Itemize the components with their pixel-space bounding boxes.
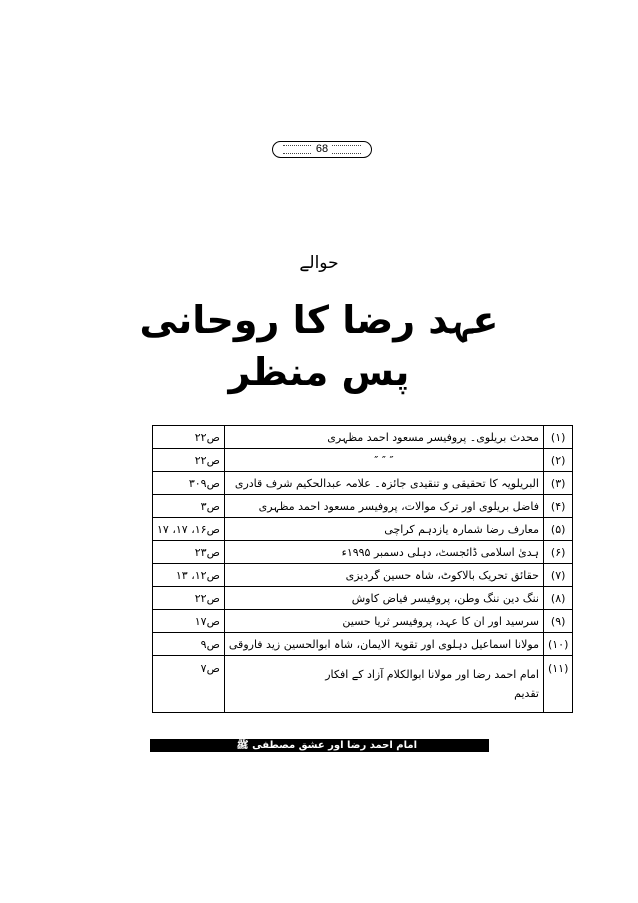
table-row bbox=[153, 541, 573, 564]
ref-number: (۵) bbox=[543, 518, 572, 541]
ref-title: مولانا اسماعیل دہلوی اور تقویۃ الایمان، شاہ ابوالحسین زید فاروقی bbox=[224, 633, 543, 656]
table-row bbox=[153, 472, 573, 495]
ref-page: ص۱۷ bbox=[153, 610, 225, 633]
table-row bbox=[153, 610, 573, 633]
ref-page: ص۱۶، ۱۷، ۱۷ bbox=[153, 518, 225, 541]
section-label: حوالے bbox=[299, 253, 339, 273]
ref-page: ص۲۲ bbox=[153, 449, 225, 472]
ref-title: سرسید اور ان کا عہد، پروفیسر ثریا حسین bbox=[224, 610, 543, 633]
table-row bbox=[153, 495, 573, 518]
footer-text: امام احمد رضا اور عشق مصطفی ﷺ bbox=[236, 740, 417, 751]
ref-page: ص۲۲ bbox=[153, 426, 225, 449]
ref-page: ص۳ bbox=[153, 495, 225, 518]
ref-number: (۴) bbox=[543, 495, 572, 518]
ref-title: البریلویہ کا تحقیقی و تنقیدی جائزہ۔ علامہ عبدالحکیم شرف قادری bbox=[224, 472, 543, 495]
ref-number: (۱۰) bbox=[543, 633, 572, 656]
ref-title: امام احمد رضا اور مولانا ابوالکلام آزاد کے افکار bbox=[325, 668, 539, 681]
table-row bbox=[153, 449, 573, 472]
footer-band bbox=[150, 739, 489, 752]
ref-number: (۶) bbox=[543, 541, 572, 564]
ref-number: (۹) bbox=[543, 610, 572, 633]
ref-title: حقائق تحریک بالاکوٹ، شاہ حسین گردیزی bbox=[224, 564, 543, 587]
ref-page: ص۳۰۹ bbox=[153, 472, 225, 495]
ref-page: ص۷ bbox=[153, 656, 225, 713]
ref-title-cell bbox=[224, 656, 543, 713]
references-table bbox=[152, 425, 573, 713]
page-number-frame bbox=[272, 141, 372, 158]
ref-title: ننگ دین ننگ وطن، پروفیسر فیاض کاوش bbox=[224, 587, 543, 610]
ref-number: (۳) bbox=[543, 472, 572, 495]
ref-page: ص۱۲، ۱۳ bbox=[153, 564, 225, 587]
table-row bbox=[153, 564, 573, 587]
ref-page: ص۲۲ bbox=[153, 587, 225, 610]
table-row bbox=[153, 587, 573, 610]
ref-number: (۷) bbox=[543, 564, 572, 587]
ref-number: (۲) bbox=[543, 449, 572, 472]
ref-title: ″ ″ ″ bbox=[224, 449, 543, 472]
table-row bbox=[153, 426, 573, 449]
ref-title: محدث بریلوی۔ پروفیسر مسعود احمد مظہری bbox=[224, 426, 543, 449]
table-row bbox=[153, 633, 573, 656]
title-line-1: عہد رضا کا روحانی bbox=[139, 298, 499, 342]
title-line-2: پس منظر bbox=[228, 350, 410, 394]
table-row bbox=[153, 518, 573, 541]
ref-number: (۱) bbox=[543, 426, 572, 449]
ref-title-line-2: تقدیم bbox=[514, 687, 539, 700]
ref-title: ہدیٰ اسلامی ڈائجسٹ، دہلی دسمبر ۱۹۹۵ء bbox=[224, 541, 543, 564]
ref-title: فاضل بریلوی اور ترک موالات، پروفیسر مسعود احمد مظہری bbox=[224, 495, 543, 518]
ref-page: ص۹ bbox=[153, 633, 225, 656]
ref-title: معارف رضا شمارہ یازدہم کراچی bbox=[224, 518, 543, 541]
ref-number: (۸) bbox=[543, 587, 572, 610]
ref-number: (۱۱) bbox=[543, 656, 572, 713]
ref-page: ص۲۳ bbox=[153, 541, 225, 564]
page-number: 68 bbox=[312, 144, 332, 155]
table-row bbox=[153, 656, 573, 713]
